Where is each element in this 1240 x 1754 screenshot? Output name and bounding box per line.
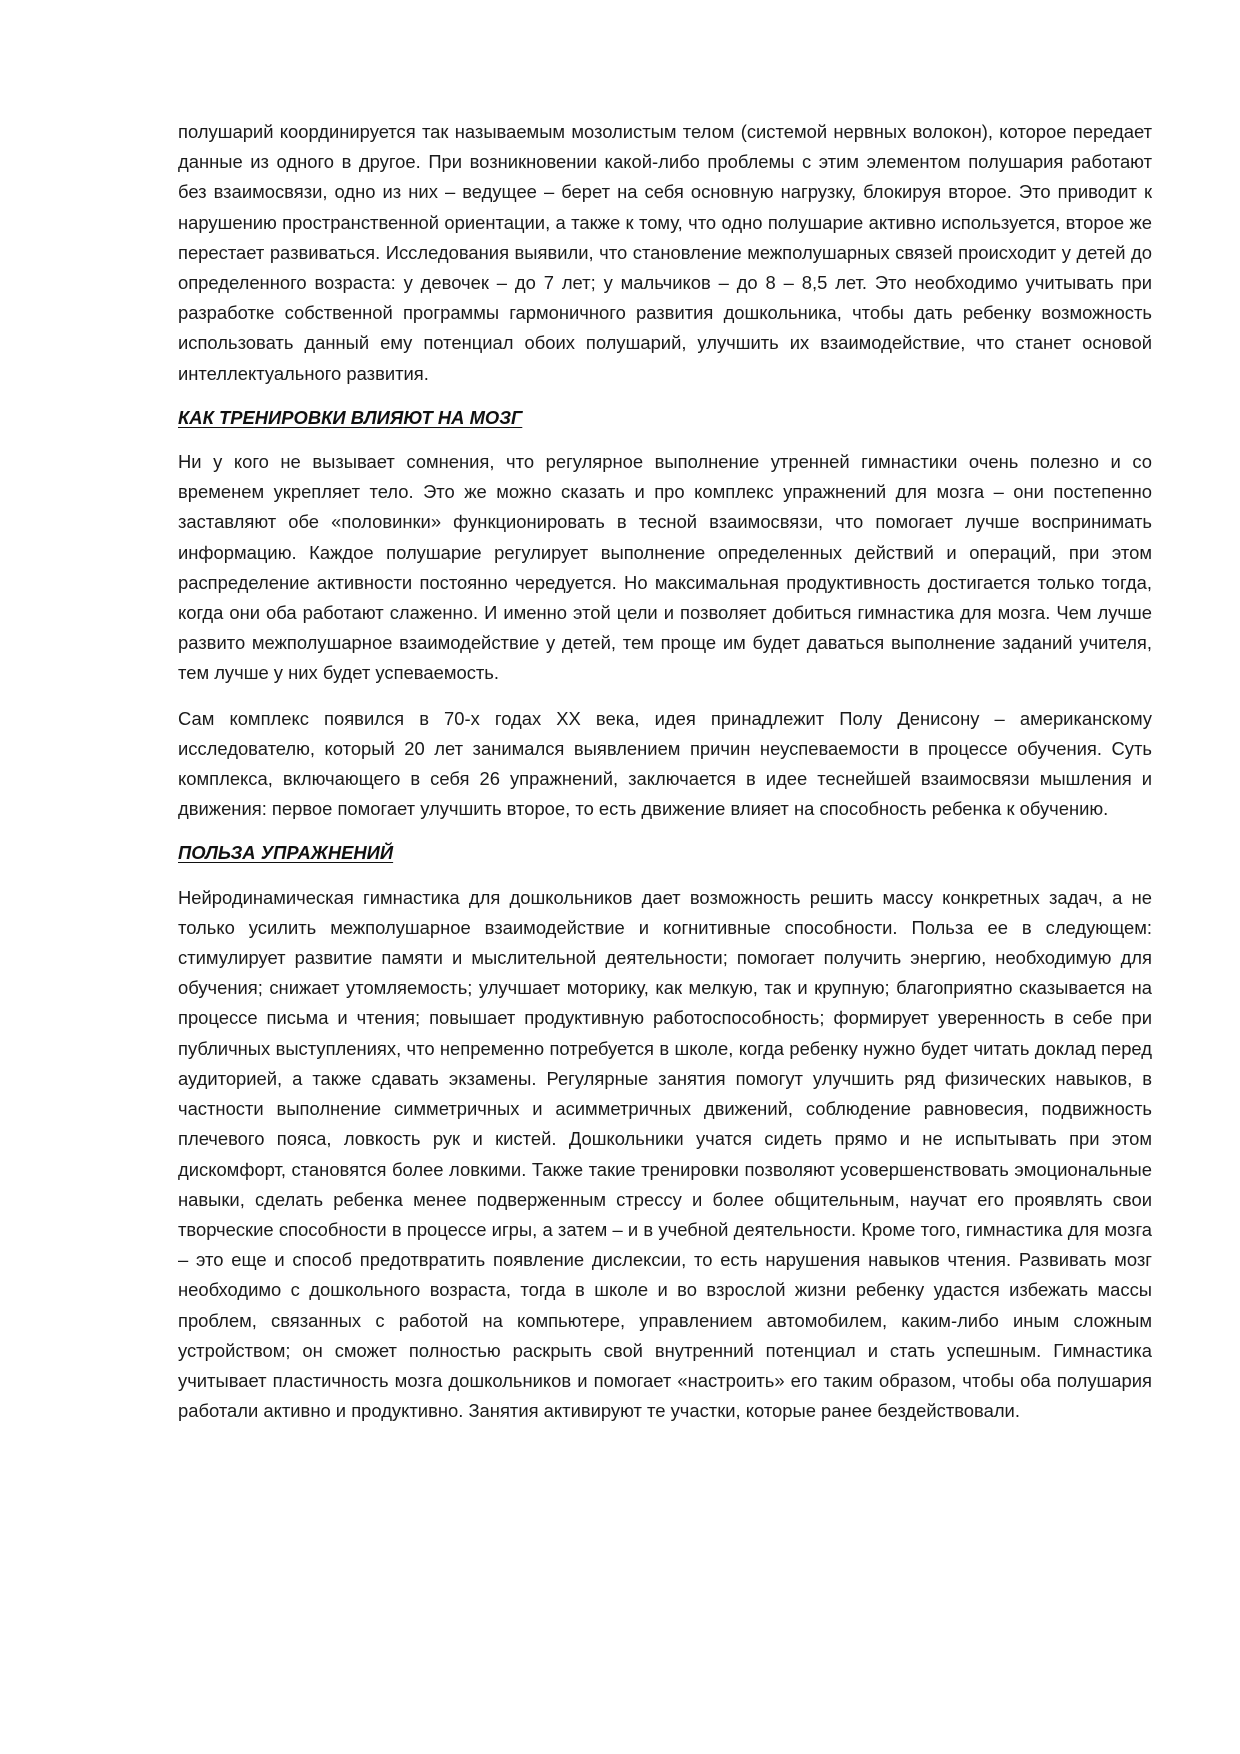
section-heading-training-brain: КАК ТРЕНИРОВКИ ВЛИЯЮТ НА МОЗГ	[178, 406, 523, 428]
document-body	[178, 117, 1152, 1426]
section-training-paragraph-2: Сам комплекс появился в 70-х годах XX века, идея принадлежит Полу Денисону – американскому исследователю, который 20 лет занимался выявлением причин неуспеваемости в процессе обучения. Суть комплекса, включающего в себя 26 упражнений, заключается в идее теснейшей взаимосвязи мышления и движения: первое помогает улучшить второе, то есть движение влияет на способность ребенка к обучению.	[178, 707, 1152, 820]
section-training-paragraph-1: Ни у кого не вызывает сомнения, что регулярное выполнение утренней гимнастики очень полезно и со временем укрепляет тело. Это же можно сказать и про комплекс упражнений для мозга – они постепенно заставляют обе «половинки» функционировать в тесной взаимосвязи, что помогает лучше воспринимать информацию. Каждое полушарие регулирует выполнение определенных действий и операций, при этом распределение активности постоянно чередуется. Но максимальная продуктивность достигается только тогда, когда они оба работают слаженно. И именно этой цели и позволяет добиться гимнастика для мозга. Чем лучше развито межполушарное взаимодействие у детей, тем проще им будет даваться выполнение заданий учителя, тем лучше у них будет успеваемость.	[178, 451, 1152, 684]
section-heading-exercise-benefits: ПОЛЬЗА УПРАЖНЕНИЙ	[178, 842, 394, 864]
section-benefits-paragraph-1: Нейродинамическая гимнастика для дошкольников дает возможность решить массу конкретных задач, а не только усилить межполушарное взаимодействие и когнитивные способности. Польза ее в следующем: стимулирует развитие памяти и мыслительной деятельности; помогает получить энергию, необходимую для обучения; снижает утомляемость; улучшает моторику, как мелкую, так и крупную; благоприятно сказывается на процессе письма и чтения; повышает продуктивную работоспособность; формирует уверенность в себе при публичных выступлениях, что непременно потребуется в школе, когда ребенку нужно будет читать доклад перед аудиторией, а также сдавать экзамены. Регулярные занятия помогут улучшить ряд физических навыков, в частности выполнение симметричных и асимметричных движений, соблюдение равновесия, подвижность плечевого пояса, ловкость рук и кистей. Дошкольники учатся сидеть прямо и не испытывать при этом дискомфорт, становятся более ловкими. Также такие тренировки позволяют усовершенствовать эмоциональные навыки, сделать ребенка менее подверженным стрессу и более общительным, научат его проявлять свои творческие способности в процессе игры, а затем – и в учебной деятельности. Кроме того, гимнастика для мозга – это еще и способ предотвратить появление дислексии, то есть нарушения навыков чтения. Развивать мозг необходимо с дошкольного возраста, тогда в школе и во взрослой жизни ребенку удастся избежать массы проблем, связанных с работой на компьютере, управлением автомобилем, каким-либо иным сложным устройством; он сможет полностью раскрыть свой внутренний потенциал и стать успешным. Гимнастика учитывает пластичность мозга дошкольников и помогает «настроить» его таким образом, чтобы оба полушария работали активно и продуктивно. Занятия активируют те участки, которые ранее бездействовали.	[178, 886, 1152, 1422]
intro-paragraph: полушарий координируется так называемым мозолистым телом (системой нервных волокон), которое передает данные из одного в другое. При возникновении какой-либо проблемы с этим элементом полушария работают без взаимосвязи, одно из них – ведущее – берет на себя основную нагрузку, блокируя второе. Это приводит к нарушению пространственной ориентации, а также к тому, что одно полушарие активно используется, второе же перестает развиваться. Исследования выявили, что становление межполушарных связей происходит у детей до определенного возраста: у девочек – до 7 лет; у мальчиков – до 8 – 8,5 лет. Это необходимо учитывать при разработке собственной программы гармоничного развития дошкольника, чтобы дать ребенку возможность использовать данный ему потенциал обоих полушарий, улучшить их взаимодействие, что станет основой интеллектуального развития.	[178, 121, 1152, 384]
